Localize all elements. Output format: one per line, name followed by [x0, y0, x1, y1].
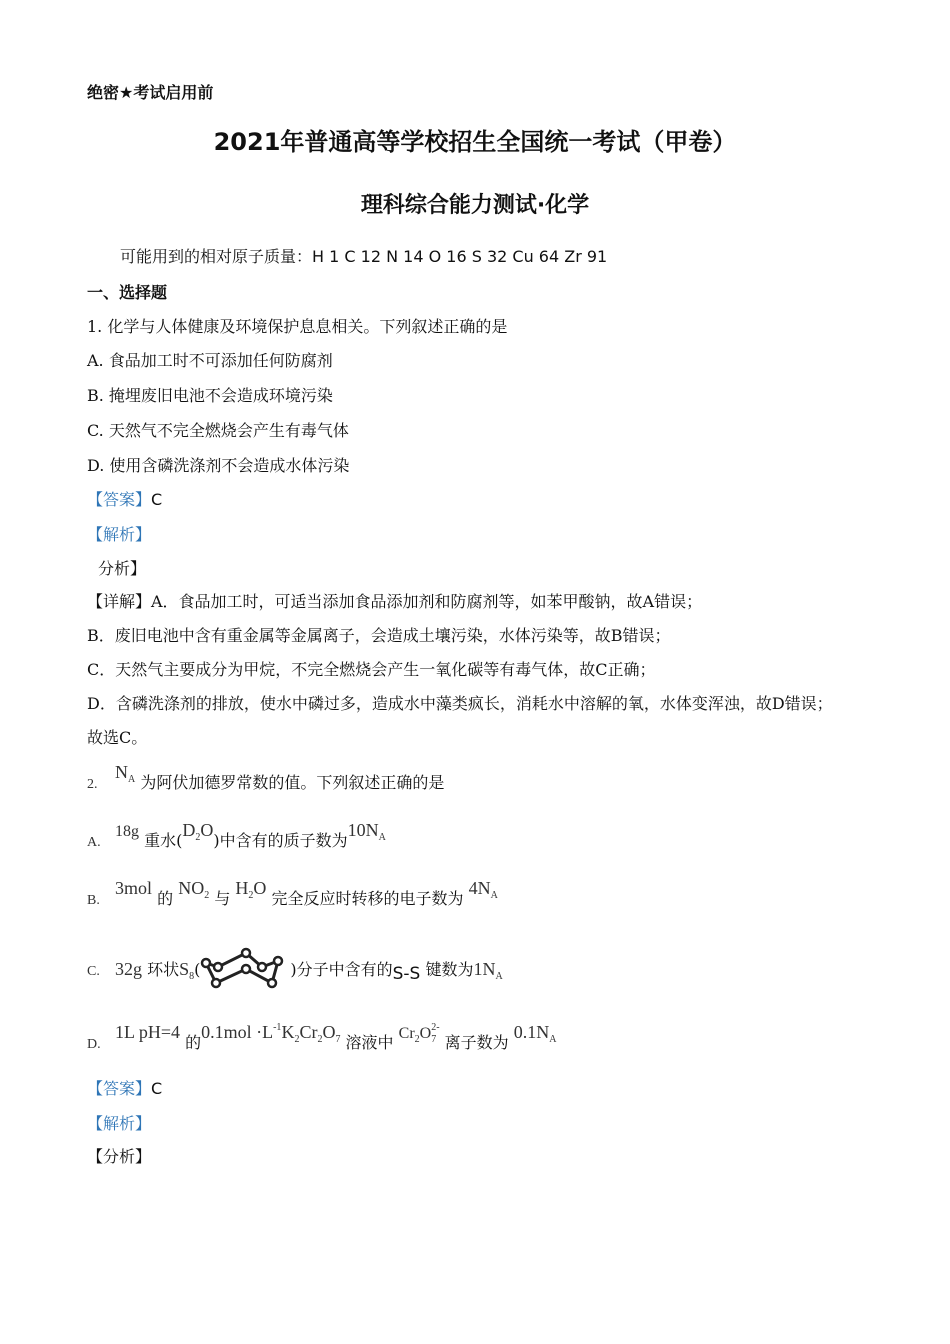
- q1-detail-c: C．天然气主要成分为甲烷，不完全燃烧会产生一氧化碳等有毒气体，故C正确；: [87, 660, 656, 679]
- q2-option-a: A.18g 重水$(D^2O)$中含有的质子数为$10N^A$: [87, 820, 386, 850]
- q2-answer: [87, 1076, 162, 1099]
- q1-option-a: A. 食品加工时不可添加任何防腐剂: [87, 351, 333, 370]
- secret-label: 绝密★考试启用前: [87, 83, 214, 102]
- q2-fenxi: 【分析】: [87, 1147, 152, 1166]
- answer-value: C: [151, 490, 163, 509]
- q1-option-d: D. 使用含磷洗涤剂不会造成水体污染: [87, 456, 350, 475]
- q1-answer: [87, 487, 162, 510]
- answer-label: 【答案】: [87, 490, 152, 509]
- answer-label: 【答案】: [87, 1079, 152, 1098]
- section-heading: 一、选择题: [87, 283, 168, 302]
- q1-option-c: C. 天然气不完全燃烧会产生有毒气体: [87, 421, 349, 440]
- q2-option-d: D.1L pH=4 的$0.1mol \cdot L^{-1}K^2Cr^2O^7$ 溶液中 $Cr^2O^{72-}$ 离子数为 $0.1N^A$: [87, 1022, 557, 1052]
- q2-analysis-label: 【解析】: [87, 1114, 152, 1133]
- q1-conclusion: 故选C。: [87, 728, 148, 747]
- atomic-masses: 可能用到的相对原子质量：H 1 C 12 N 14 O 16 S 32 Cu 64 Zr 91: [120, 247, 608, 266]
- q1-detail-a: 【详解】A．食品加工时，可适当添加食品添加剂和防腐剂等，如苯甲酸钠，故A错误；: [87, 592, 703, 611]
- q1-analysis-label: 【解析】: [87, 525, 152, 544]
- q1-detail-b: B．废旧电池中含有重金属等金属离子，会造成土壤污染，水体污染等，故B错误；: [87, 626, 671, 645]
- q1-detail-d: D．含磷洗涤剂的排放，使水中磷过多，造成水中藻类疯长，消耗水中溶解的氧，水体变浑浊，故D错误；: [87, 694, 833, 713]
- q1-fenxi: 分析】: [98, 559, 147, 578]
- q2-option-b: B.3mol 的 $NO^2$ 与 $H^2O$ 完全反应时转移的电子数为 $4N^A$: [87, 878, 498, 908]
- answer-value: C: [151, 1079, 163, 1098]
- page-subtitle: 理科综合能力测试·化学: [360, 193, 590, 218]
- page-title: 2021年普通高等学校招生全国统一考试（甲卷）: [213, 128, 737, 156]
- q2-stem: $2.N^A$ 为阿伏加德罗常数的值。下列叙述正确的是: [87, 762, 445, 792]
- q1-stem: 1. 化学与人体健康及环境保护息息相关。下列叙述正确的是: [87, 317, 508, 336]
- q2-option-c: C. 32g 环状$S_8$( )分子中含有的S-S 键数为$1N_A$: [87, 945, 503, 991]
- q1-option-b: B. 掩埋废旧电池不会造成环境污染: [87, 386, 333, 405]
- s8-ring-molecule-icon: [200, 945, 290, 991]
